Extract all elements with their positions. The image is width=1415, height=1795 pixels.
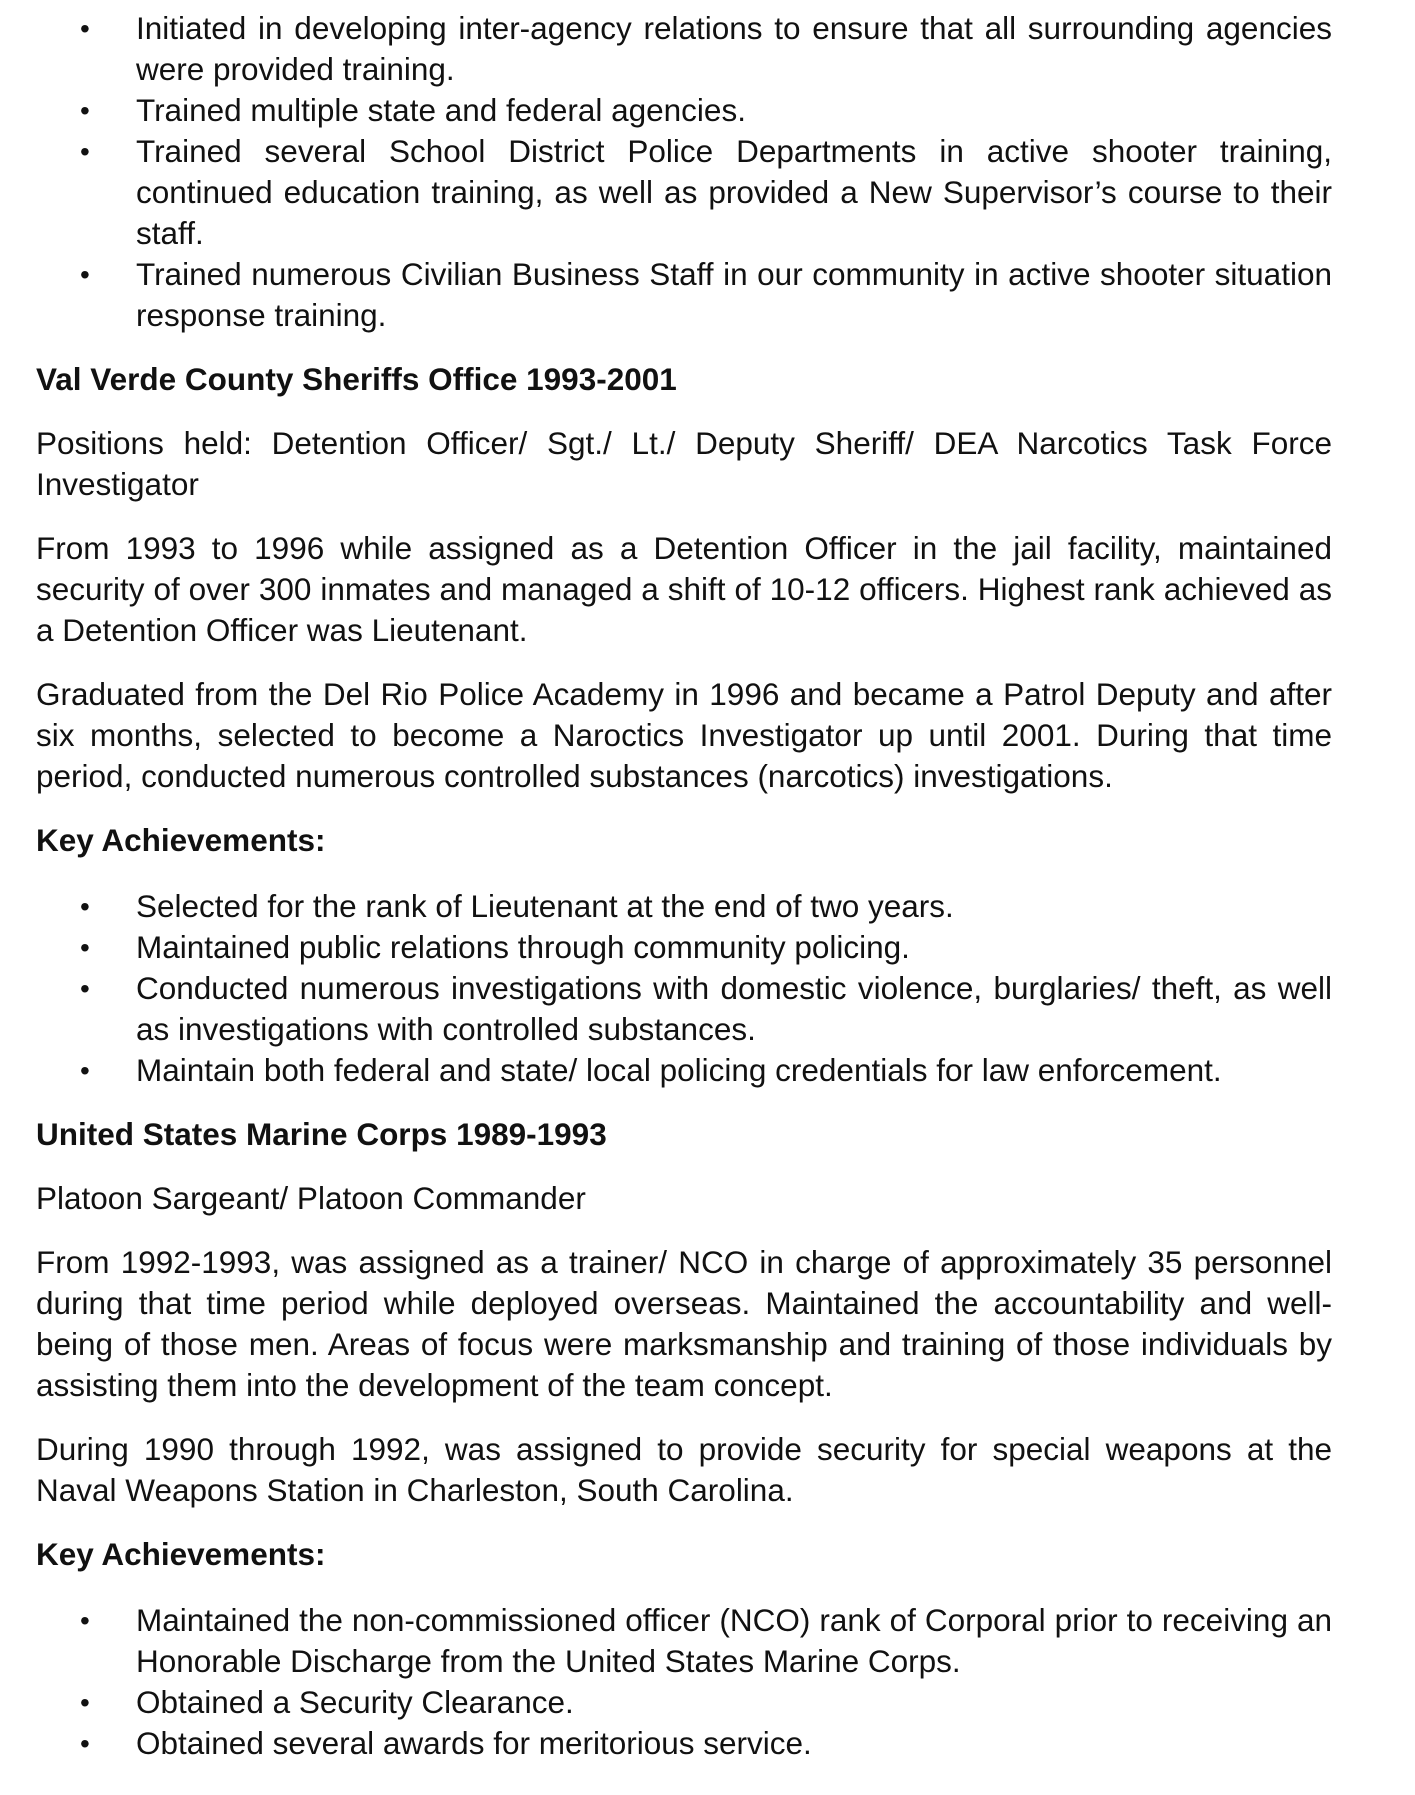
bullet-icon: • xyxy=(80,891,90,922)
bullet-icon: • xyxy=(80,13,90,44)
list-item xyxy=(80,1600,1332,1682)
key-achievements-heading: Key Achievements: xyxy=(36,1536,326,1572)
bullet-icon: • xyxy=(80,1728,90,1759)
detention-paragraph: From 1993 to 1996 while assigned as a Detention Officer in the jail facility, maintained security of over 300 inmates and managed a shift of 10-12 officers. Highest rank achieved as a Detention Officer was Lieutenant. xyxy=(36,530,1332,648)
usmc-achievements-list xyxy=(36,1600,1332,1764)
key-achievements-heading: Key Achievements: xyxy=(36,822,326,858)
list-item-text: Trained numerous Civilian Business Staff in our community in active shooter situation response training. xyxy=(136,256,1332,333)
bullet-icon: • xyxy=(80,1605,90,1636)
list-item-text: Maintain both federal and state/ local policing credentials for law enforcement. xyxy=(136,1052,1222,1088)
section-heading-vvcso: Val Verde County Sheriffs Office 1993-2001 xyxy=(36,361,677,397)
list-item-text: Initiated in developing inter-agency relations to ensure that all surrounding agencies were provided training. xyxy=(136,10,1332,87)
training-bullet-list xyxy=(36,8,1332,336)
vvcso-achievements-list xyxy=(36,886,1332,1091)
list-item xyxy=(80,131,1332,254)
list-item-text: Conducted numerous investigations with domestic violence, burglaries/ theft, as well as investigations with controlled substances. xyxy=(136,970,1332,1047)
bullet-icon: • xyxy=(80,1687,90,1718)
trainer-paragraph: From 1992-1993, was assigned as a trainer/ NCO in charge of approximately 35 personnel during that time period while deployed overseas. Maintained the accountability and well-being of those men. Areas of focus were marksmanship and training of those individuals by assisting them into the development of the team concept. xyxy=(36,1244,1332,1403)
section-heading-usmc: United States Marine Corps 1989-1993 xyxy=(36,1116,607,1152)
list-item-text: Trained several School District Police Departments in active shooter training, continued education training, as well as provided a New Supervisor’s course to their staff. xyxy=(136,133,1332,251)
bullet-icon: • xyxy=(80,932,90,963)
list-item-text: Obtained several awards for meritorious service. xyxy=(136,1725,812,1761)
list-item-text: Trained multiple state and federal agencies. xyxy=(136,92,746,128)
usmc-title: Platoon Sargeant/ Platoon Commander xyxy=(36,1180,586,1216)
list-item xyxy=(80,1723,1332,1764)
list-item xyxy=(80,1682,1332,1723)
bullet-icon: • xyxy=(80,136,90,167)
list-item xyxy=(80,254,1332,336)
list-item xyxy=(80,90,1332,131)
bullet-icon: • xyxy=(80,95,90,126)
bullet-icon: • xyxy=(80,1055,90,1086)
list-item-text: Selected for the rank of Lieutenant at the end of two years. xyxy=(136,888,954,924)
resume-page xyxy=(36,8,1332,1764)
list-item xyxy=(80,968,1332,1050)
list-item-text: Obtained a Security Clearance. xyxy=(136,1684,574,1720)
list-item xyxy=(80,886,1332,927)
bullet-icon: • xyxy=(80,973,90,1004)
academy-paragraph: Graduated from the Del Rio Police Academy in 1996 and became a Patrol Deputy and after six months, selected to become a Naroctics Investigator up until 2001. During that time period, conducted numerous controlled substances (narcotics) investigations. xyxy=(36,676,1332,794)
list-item xyxy=(80,1050,1332,1091)
security-paragraph: During 1990 through 1992, was assigned to provide security for special weapons at the Naval Weapons Station in Charleston, South Carolina. xyxy=(36,1431,1332,1508)
list-item xyxy=(80,8,1332,90)
positions-held: Positions held: Detention Officer/ Sgt./ Lt./ Deputy Sheriff/ DEA Narcotics Task Force Investigator xyxy=(36,425,1332,502)
list-item-text: Maintained the non-commissioned officer (NCO) rank of Corporal prior to receiving an Honorable Discharge from the United States Marine Corps. xyxy=(136,1602,1332,1679)
list-item-text: Maintained public relations through community policing. xyxy=(136,929,910,965)
bullet-icon: • xyxy=(80,259,90,290)
list-item xyxy=(80,927,1332,968)
